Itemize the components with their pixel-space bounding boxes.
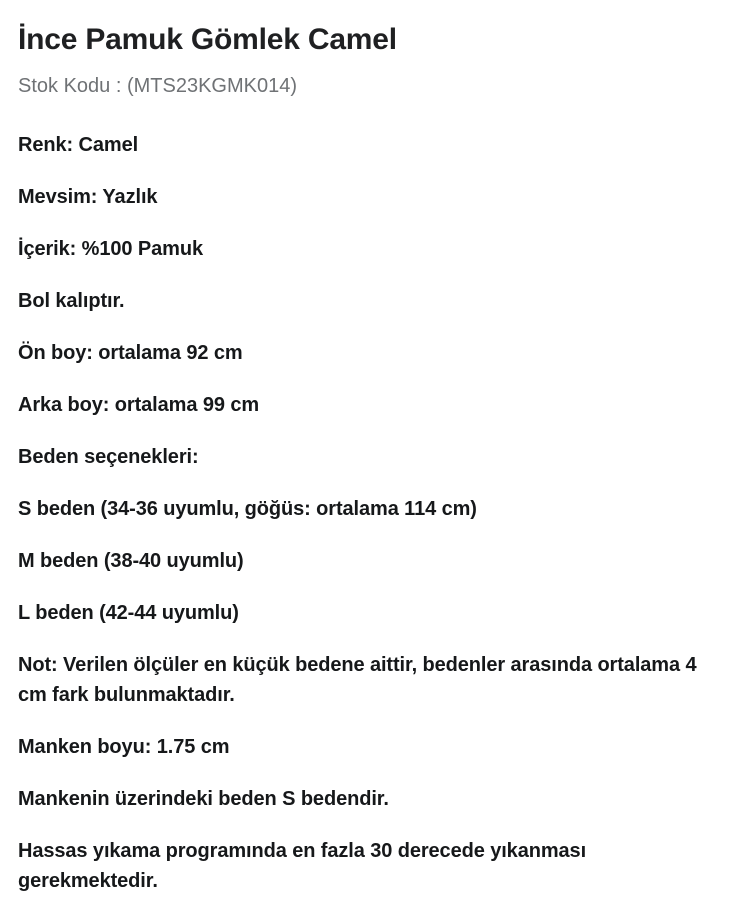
description-line-renk: Renk: Camel [18,134,139,156]
description-line-yikama: Hassas yıkama programında en fazla 30 derecede yıkanması gerekmektedir. [18,840,587,892]
description-line-beden-baslik: Beden seçenekleri: [18,446,199,468]
description-line-beden-l: L beden (42-44 uyumlu) [18,602,239,624]
description-line-mevsim: Mevsim: Yazlık [18,186,158,208]
description-line-manken-boyu: Manken boyu: 1.75 cm [18,736,230,758]
stock-code: Stok Kodu : (MTS23KGMK014) [18,75,298,97]
description-list [18,100,727,896]
description-line-not: Not: Verilen ölçüler en küçük bedene aittir, bedenler arasında ortalama 4 cm fark bulunmaktadır. [18,654,697,706]
description-line-on-boy: Ön boy: ortalama 92 cm [18,342,243,364]
description-line-beden-m: M beden (38-40 uyumlu) [18,550,244,572]
description-line-manken-beden: Mankenin üzerindeki beden S bedendir. [18,788,389,810]
description-line-icerik: İçerik: %100 Pamuk [18,238,203,260]
description-line-kalip: Bol kalıptır. [18,290,125,312]
description-line-beden-s: S beden (34-36 uyumlu, göğüs: ortalama 114 cm) [18,498,477,520]
page-title: İnce Pamuk Gömlek Camel [18,23,397,56]
description-line-arka-boy: Arka boy: ortalama 99 cm [18,394,260,416]
